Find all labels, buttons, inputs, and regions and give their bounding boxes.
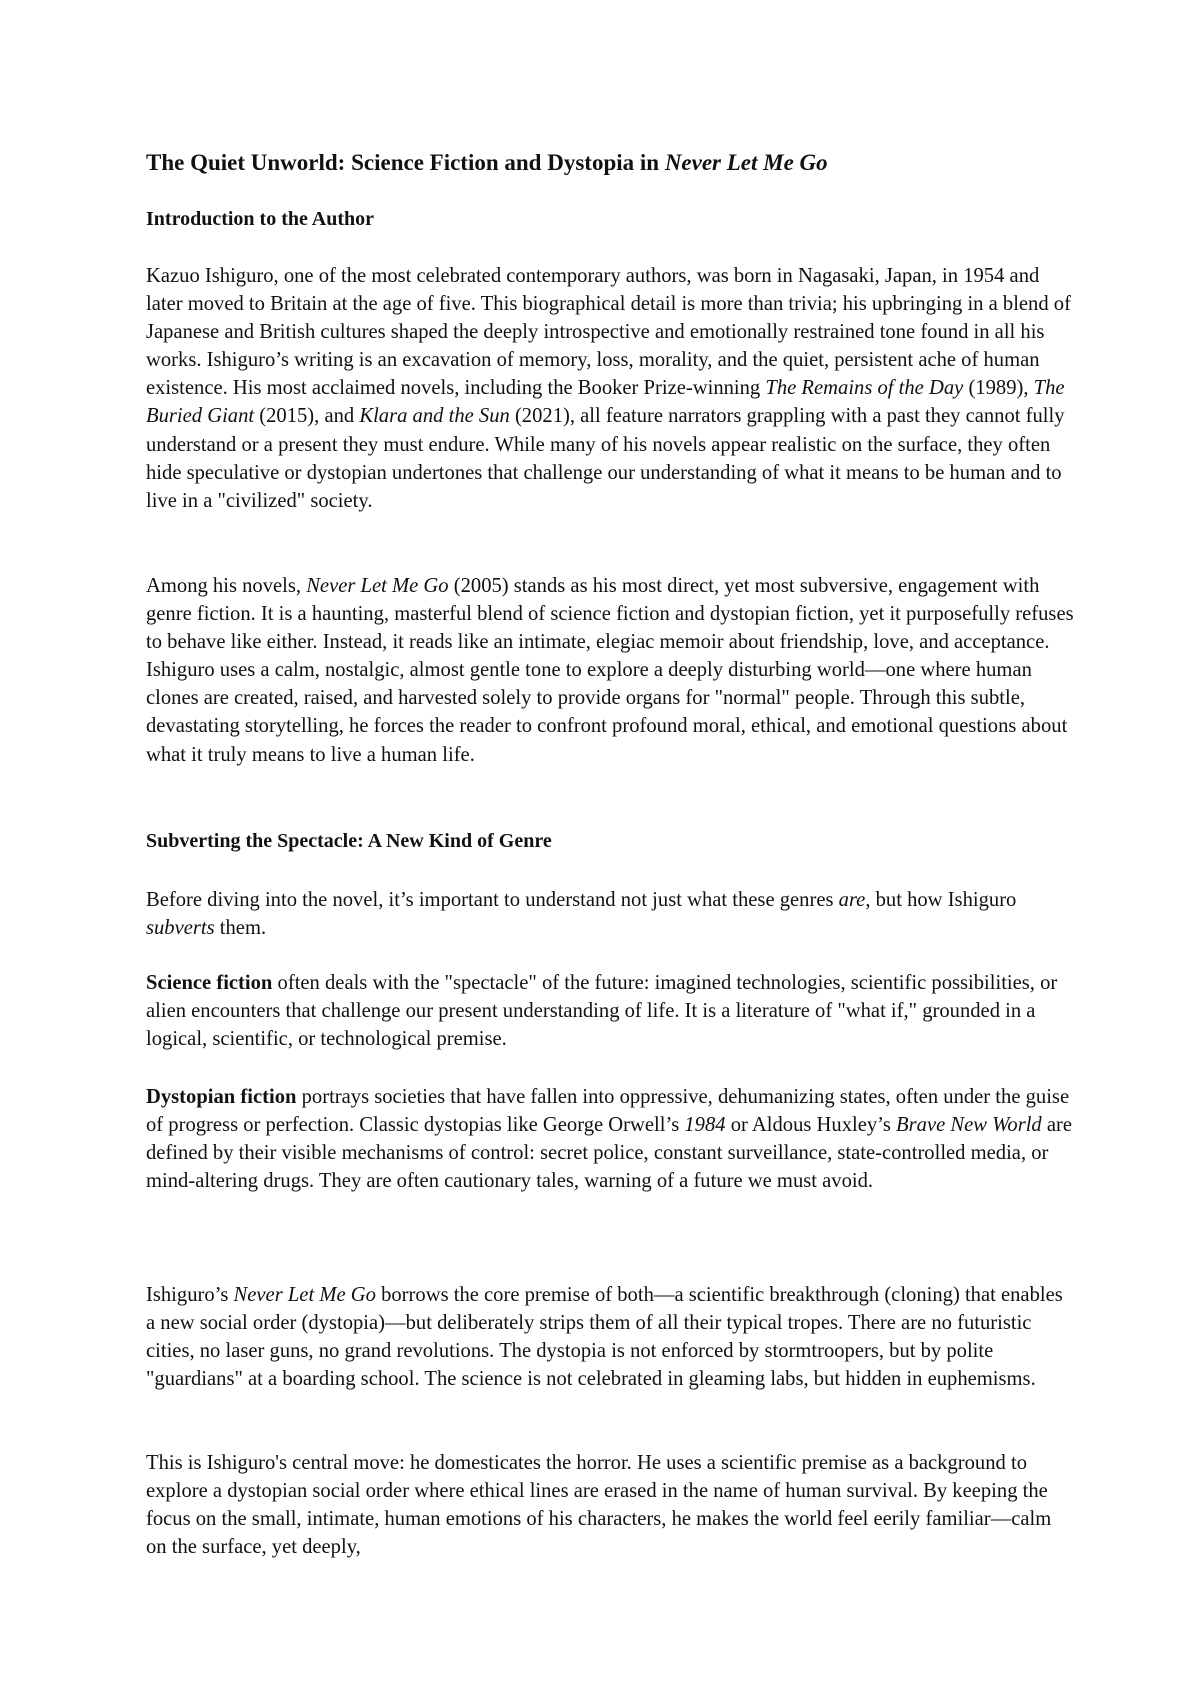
text-run: (1989), [963,377,1034,400]
text-run: them. [214,917,267,940]
text-run: (2015), and [254,405,360,428]
text-run: Before diving into the novel, it’s important to understand not just what these genres [146,889,839,911]
text-run: This is Ishiguro's central move: he domesticates the horror. He uses a scientific premise as a background to explore a dystopian social order where ethical lines are erased in the name of human survival. By keeping the focus on the small, intimate, human emotions of his characters, he makes the world feel eerily familiar—calm on the surface, yet deeply, [146,1452,1052,1559]
italic-word: are [838,889,866,911]
text-run: are defined by their visible mechanisms of control: secret police, constant surveillance, state-controlled media, or mind-altering drugs. They are often cautionary tales, warning of a future we must avoid. [146,1114,1073,1193]
italic-title: Brave New World [896,1114,1042,1137]
text-run: Kazuo Ishiguro, one of the most celebrated contemporary authors, was born in Nagasaki, Japan, in 1954 and later moved to Britain at the age of five. This biographical detail is more than trivia; his upbringing in a blend of Japanese and British cultures shaped the deeply introspective and emotionally restrained tone found in all his works. Ishiguro’s writing is an excavation of memory, loss, morality, and the quiet, persistent ache of human existence. His most acclaimed novels, including the Booker Prize-winning [146,265,1071,400]
italic-title: Never Let Me Go [306,575,449,597]
italic-title: The Remains of the Day [765,377,964,400]
bold-term: Science fiction [146,972,273,994]
text-run: or Aldous Huxley’s [725,1114,897,1137]
paragraph-author-intro [146,262,1076,515]
italic-title: Klara and the Sun [359,405,510,428]
text-run: Ishiguro’s [146,1284,234,1306]
text-run: often deals with the "spectacle" of the future: imagined technologies, scientific possibilities, or alien encounters that challenge our present understanding of life. It is a literature of "what if," grounded in a logical, scientific, or technological premise. [146,972,1058,1051]
paragraph-novel-intro [146,572,1076,769]
title-italic: Never Let Me Go [664,150,828,175]
bold-term: Dystopian fiction [146,1086,297,1108]
italic-word: subverts [146,917,215,940]
paragraph-central-move [146,1449,1076,1561]
section-heading-subverting: Subverting the Spectacle: A New Kind of Genre [146,830,552,852]
text-run: Among his novels, [146,575,307,597]
section-heading-introduction: Introduction to the Author [146,208,374,230]
paragraph-science-fiction [146,969,1076,1053]
text-run: , but how Ishiguro [865,889,1017,911]
italic-title: The Buried Giant [146,377,1065,428]
italic-title: Never Let Me Go [233,1284,376,1306]
paragraph-dystopian-fiction [146,1083,1076,1195]
document-title [146,148,828,178]
title-text: The Quiet Unworld: Science Fiction and Dystopia in [146,150,665,175]
italic-title: 1984 [684,1114,726,1137]
text-run: (2021), all feature narrators grappling with a past they cannot fully understand or a present they must endure. While many of his novels appear realistic on the surface, they often hide speculative or dystopian undertones that challenge our understanding of what it means to be human and to live in a "civilized" society. [146,405,1065,512]
text-run: portrays societies that have fallen into oppressive, dehumanizing states, often under the guise of progress or perfection. Classic dystopias like George Orwell’s [146,1086,1070,1137]
text-run: borrows the core premise of both—a scientific breakthrough (cloning) that enables a new social order (dystopia)—but deliberately strips them of all their typical tropes. There are no futuristic cities, no laser guns, no grand revolutions. The dystopia is not enforced by stormtroopers, but by polite "guardians" at a boarding school. The science is not celebrated in gleaming labs, but hidden in euphemisms. [146,1284,1063,1391]
paragraph-ishiguro-premise [146,1281,1076,1393]
text-run: (2005) stands as his most direct, yet most subversive, engagement with genre fiction. It is a haunting, masterful blend of science fiction and dystopian fiction, yet it purposefully refuses to behave like either. Instead, it reads like an intimate, elegiac memoir about friendship, love, and acceptance. Ishiguro uses a calm, nostalgic, almost gentle tone to explore a deeply disturbing world—one where human clones are created, raised, and harvested solely to provide organs for "normal" people. Through this subtle, devastating storytelling, he forces the reader to confront profound moral, ethical, and emotional questions about what it truly means to live a human life. [146,575,1074,766]
paragraph-genres-intro [146,886,1076,942]
